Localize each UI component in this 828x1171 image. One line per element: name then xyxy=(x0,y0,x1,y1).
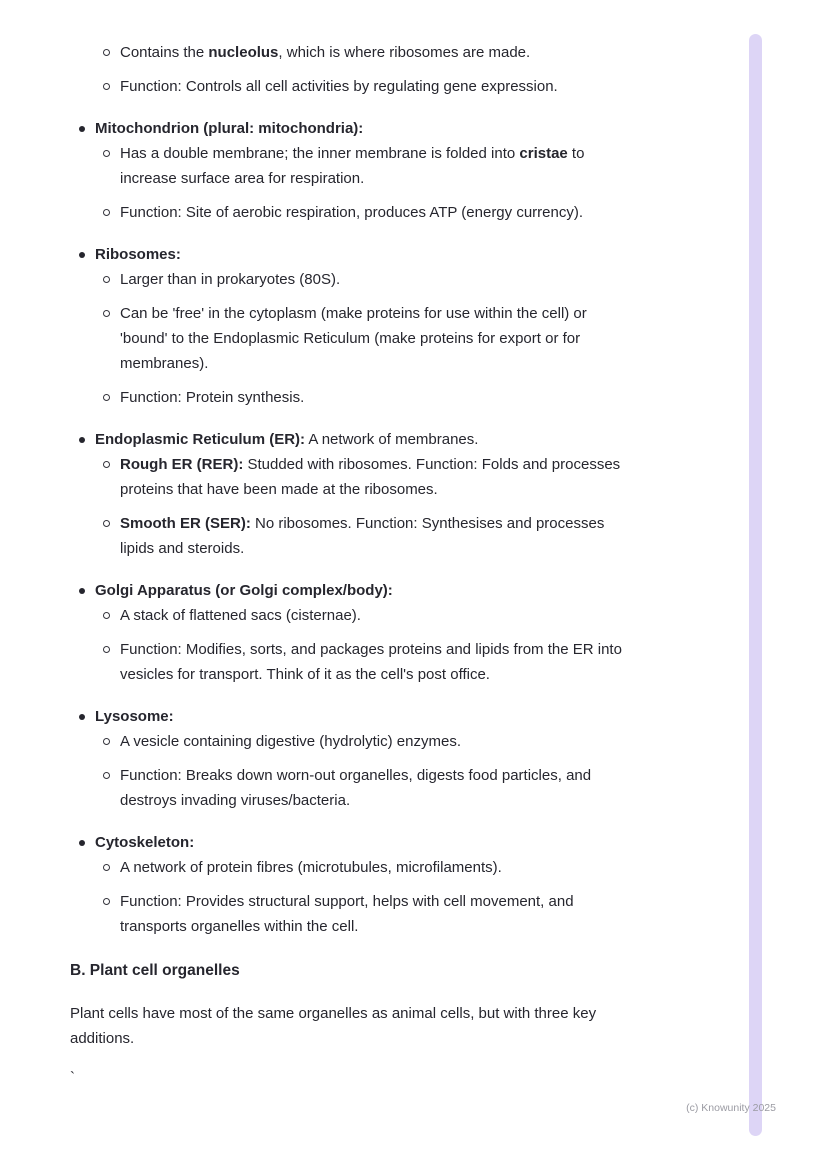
organelle-bullet-list xyxy=(70,116,636,939)
sub-bullet-text xyxy=(120,271,340,288)
circle-bullet-icon xyxy=(103,83,110,90)
circle-bullet-icon xyxy=(103,646,110,653)
text-segment: Larger than in prokaryotes (80S). xyxy=(120,271,341,288)
bullet-title-text xyxy=(95,120,363,137)
text-segment: Mitochondrion (plural: mitochondria): xyxy=(95,120,364,137)
circle-bullet-icon xyxy=(103,612,110,619)
text-segment: Function: Modifies, sorts, and packages proteins and lipids from the ER into vesicles for transport. Think of it as the cell's post office. xyxy=(120,641,622,683)
bullet-title-text xyxy=(95,431,478,448)
text-segment: Golgi Apparatus (or Golgi complex/body): xyxy=(95,582,393,599)
bullet-title-text xyxy=(95,708,174,725)
sub-bullet-text xyxy=(120,641,622,683)
text-segment: A network of membranes. xyxy=(305,431,479,448)
text-segment: Lysosome: xyxy=(95,708,174,725)
sub-bullet-item xyxy=(70,603,636,628)
disc-bullet-icon xyxy=(79,437,85,443)
sub-bullet-text xyxy=(120,733,461,750)
text-segment: Has a double membrane; the inner membrane is folded into xyxy=(120,145,520,162)
sub-bullet-item xyxy=(70,141,636,191)
bullet-item xyxy=(70,242,636,410)
sub-bullet-text xyxy=(120,78,558,95)
sub-bullet-item xyxy=(70,40,636,65)
text-segment: Studded with ribosomes. Function: Folds and processes proteins that have been made at the ribosomes. xyxy=(120,456,621,498)
bullet-item xyxy=(70,830,636,939)
sub-bullet-item xyxy=(70,385,636,410)
circle-bullet-icon xyxy=(103,150,110,157)
sub-bullet-item xyxy=(70,200,636,225)
bullet-item xyxy=(70,578,636,687)
circle-bullet-icon xyxy=(103,310,110,317)
intro-sub-bullet-list xyxy=(70,40,636,99)
sub-bullet-text xyxy=(120,389,304,406)
circle-bullet-icon xyxy=(103,898,110,905)
sub-bullet-item xyxy=(70,855,636,880)
text-segment: nucleolus xyxy=(208,44,279,61)
sub-bullet-item xyxy=(70,301,636,376)
sub-bullet-text xyxy=(120,44,530,61)
bullet-title-text xyxy=(95,582,393,599)
sub-bullet-text xyxy=(120,305,587,372)
text-segment: Endoplasmic Reticulum (ER): xyxy=(95,431,306,448)
text-segment: Function: Site of aerobic respiration, produces ATP (energy currency). xyxy=(120,204,584,221)
sub-bullet-text xyxy=(120,204,583,221)
sub-bullet-item xyxy=(70,74,636,99)
text-segment: A network of protein fibres (microtubules, microfilaments). xyxy=(120,859,502,876)
sub-bullet-text xyxy=(120,859,502,876)
circle-bullet-icon xyxy=(103,276,110,283)
circle-bullet-icon xyxy=(103,520,110,527)
sub-bullet-item xyxy=(70,637,636,687)
bullet-item xyxy=(70,116,636,225)
text-segment: A vesicle containing digestive (hydrolytic) enzymes. xyxy=(120,733,461,750)
circle-bullet-icon xyxy=(103,209,110,216)
sub-bullet-item xyxy=(70,729,636,754)
text-segment: cristae xyxy=(519,145,568,162)
bullet-title xyxy=(70,830,636,855)
disc-bullet-icon xyxy=(79,252,85,258)
text-segment: Ribosomes: xyxy=(95,246,181,263)
disc-bullet-icon xyxy=(79,126,85,132)
sub-bullet-text xyxy=(120,607,361,624)
disc-bullet-icon xyxy=(79,840,85,846)
footer-copyright: (c) Knowunity 2025 xyxy=(686,1102,776,1114)
bullet-title xyxy=(70,704,636,729)
text-segment: Function: Protein synthesis. xyxy=(120,389,305,406)
bullet-title xyxy=(70,242,636,267)
sub-bullet-text xyxy=(120,456,620,498)
disc-bullet-icon xyxy=(79,588,85,594)
text-segment: Smooth ER (SER): xyxy=(120,515,251,532)
sub-bullet-item xyxy=(70,889,636,939)
text-segment: Cytoskeleton: xyxy=(95,834,195,851)
text-segment: Rough ER (RER): xyxy=(120,456,244,473)
text-segment: Contains the xyxy=(120,44,209,61)
text-segment: Can be 'free' in the cytoplasm (make proteins for use within the cell) or 'bound' to the Endoplasmic Reticulum (make proteins for export or for membranes). xyxy=(120,305,587,372)
intro-paragraph: Plant cells have most of the same organelles as animal cells, but with three key additions. xyxy=(70,1005,597,1047)
circle-bullet-icon xyxy=(103,772,110,779)
text-segment: Function: Provides structural support, helps with cell movement, and transports organelles within the cell. xyxy=(120,893,574,935)
bullet-title xyxy=(70,116,636,141)
sub-bullet-item xyxy=(70,511,636,561)
document-content xyxy=(70,40,636,1090)
sub-bullet-text xyxy=(120,515,604,557)
disc-bullet-icon xyxy=(79,714,85,720)
bullet-title-text xyxy=(95,246,181,263)
text-segment: , which is where ribosomes are made. xyxy=(278,44,531,61)
text-segment: A stack of flattened sacs (cisternae). xyxy=(120,607,361,624)
sub-bullet-text xyxy=(120,145,584,187)
bullet-title xyxy=(70,427,636,452)
sub-bullet-item xyxy=(70,452,636,502)
scrollbar-thumb[interactable] xyxy=(749,34,762,1136)
circle-bullet-icon xyxy=(103,394,110,401)
sub-bullet-text xyxy=(120,767,591,809)
sub-bullet-text xyxy=(120,893,574,935)
text-segment: No ribosomes. Function: Synthesises and processes lipids and steroids. xyxy=(120,515,605,557)
bullet-title-text xyxy=(95,834,194,851)
text-segment: Function: Controls all cell activities by regulating gene expression. xyxy=(120,78,558,95)
bullet-item xyxy=(70,704,636,813)
section-heading: B. Plant cell organelles xyxy=(70,962,240,979)
text-segment: to increase surface area for respiration. xyxy=(120,145,585,187)
circle-bullet-icon xyxy=(103,864,110,871)
text-segment: Function: Breaks down worn-out organelles, digests food particles, and destroys invading viruses/bacteria. xyxy=(120,767,592,809)
bullet-item xyxy=(70,427,636,561)
stray-character: ` xyxy=(70,1069,75,1086)
bullet-title xyxy=(70,578,636,603)
circle-bullet-icon xyxy=(103,738,110,745)
circle-bullet-icon xyxy=(103,461,110,468)
sub-bullet-item xyxy=(70,763,636,813)
circle-bullet-icon xyxy=(103,49,110,56)
sub-bullet-item xyxy=(70,267,636,292)
